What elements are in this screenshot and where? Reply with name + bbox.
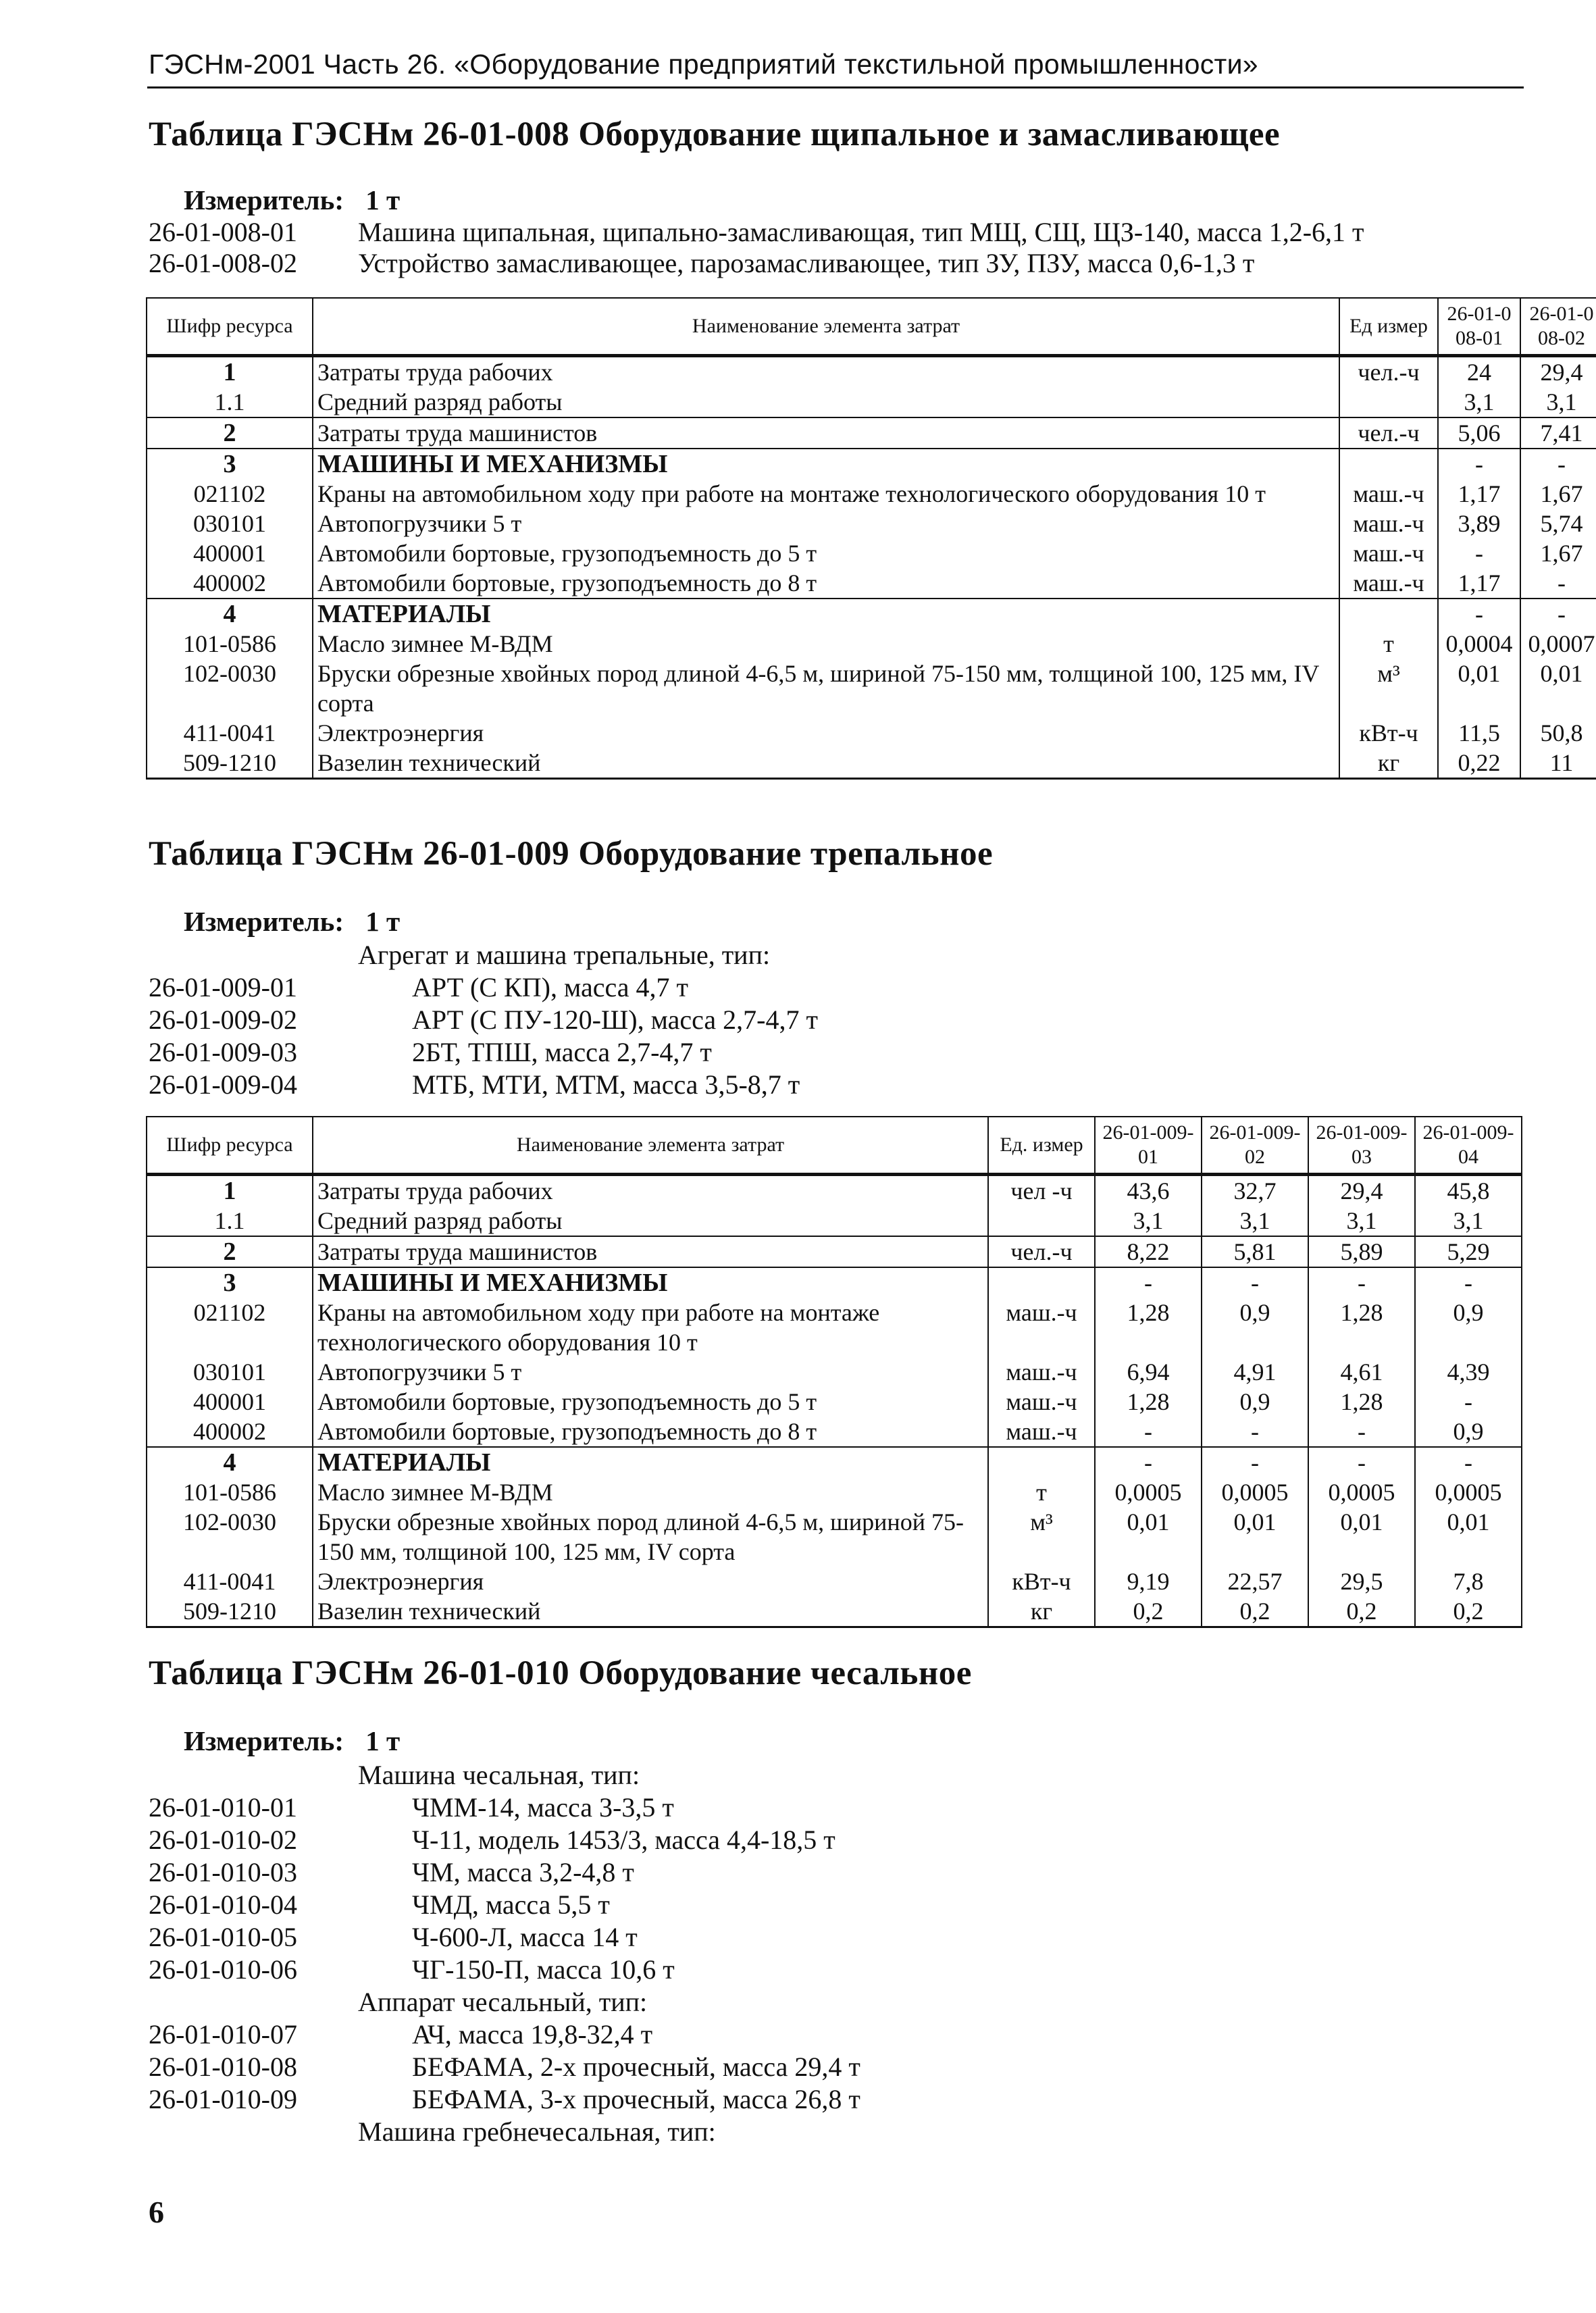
unit-cell: маш.-ч [1339,479,1438,509]
value-cell: 3,89 [1438,509,1520,538]
value-cell: 0,22 [1438,748,1520,779]
item-code: 26-01-010-01 [149,1792,297,1823]
col-header-unit: Ед. измер [988,1117,1095,1175]
element-name: Автомобили бортовые, грузоподъемность до 8 т [313,568,1339,599]
table-row [147,599,1596,629]
type-group-text: Машина чесальная, тип: [358,1760,640,1790]
resource-table-009 [146,1116,1522,1628]
element-name: Затраты труда рабочих [313,356,1339,388]
item-code: 26-01-010-04 [149,1889,297,1920]
resource-code: 400002 [147,1417,313,1447]
unit-cell [988,1447,1095,1477]
unit-cell: чел.-ч [988,1236,1095,1267]
value-cell: 0,2 [1095,1596,1202,1627]
resource-code: 3 [147,449,313,479]
unit-cell [988,1206,1095,1236]
resource-code: 1.1 [147,387,313,417]
table-row [147,479,1596,509]
element-name: Автопогрузчики 5 т [313,509,1339,538]
value-cell: - [1308,1267,1415,1298]
value-cell: 11 [1520,748,1596,779]
item-description: АРТ (С КП), масса 4,7 т [412,972,688,1002]
resource-code: 102-0030 [147,1507,313,1567]
value-cell: 0,0005 [1095,1477,1202,1507]
value-cell: 3,1 [1308,1206,1415,1236]
unit-cell: маш.-ч [988,1387,1095,1417]
item-code: 26-01-010-03 [149,1857,297,1887]
item-code: 26-01-009-03 [149,1037,297,1067]
value-cell: 0,01 [1415,1507,1522,1567]
value-cell: 22,57 [1202,1567,1308,1596]
unit-cell: маш.-ч [1339,568,1438,599]
item-code: 26-01-009-02 [149,1005,297,1035]
element-name: МАШИНЫ И МЕХАНИЗМЫ [313,449,1339,479]
element-name: Вазелин технический [313,748,1339,779]
table-row [147,449,1596,479]
value-cell: 0,0005 [1308,1477,1415,1507]
value-cell: 7,41 [1520,417,1596,449]
table-row [147,417,1596,449]
table-row [147,1596,1522,1627]
unit-cell: кВт-ч [988,1567,1095,1596]
resource-code: 509-1210 [147,1596,313,1627]
section-title-010: Таблица ГЭСНм 26-01-010 Оборудование чесальное [149,1654,972,1692]
unit-cell: т [1339,629,1438,659]
resource-code: 400001 [147,538,313,568]
unit-cell: маш.-ч [988,1298,1095,1357]
unit-cell: маш.-ч [1339,509,1438,538]
col-header-variant: 26-01-009-03 [1308,1117,1415,1175]
col-header-unit: Ед измер [1339,298,1438,356]
value-cell: - [1095,1417,1202,1447]
item-description: АЧ, масса 19,8-32,4 т [412,2019,653,2050]
table-header-row [147,1117,1522,1175]
element-name: Автомобили бортовые, грузоподъемность до 5 т [313,538,1339,568]
item-description: ЧМД, масса 5,5 т [412,1889,610,1920]
value-cell: 4,39 [1415,1357,1522,1387]
resource-code: 101-0586 [147,629,313,659]
table-row [147,538,1596,568]
item-description: МТБ, МТИ, МТМ, масса 3,5-8,7 т [412,1069,800,1100]
value-cell: 3,1 [1202,1206,1308,1236]
value-cell: 50,8 [1520,718,1596,748]
resource-table-008 [146,297,1596,780]
table-row [147,1357,1522,1387]
unit-cell: маш.-ч [988,1357,1095,1387]
value-cell: 45,8 [1415,1175,1522,1206]
item-code: 26-01-010-02 [149,1825,297,1855]
measure-value: 1 т [365,906,401,937]
value-cell: - [1520,449,1596,479]
element-name: Краны на автомобильном ходу при работе на монтаже технологического оборудования 10 т [313,479,1339,509]
section-title-008: Таблица ГЭСНм 26-01-008 Оборудование щипальное и замасливающее [149,116,1281,153]
value-cell: 0,9 [1202,1298,1308,1357]
unit-cell: м³ [988,1507,1095,1567]
unit-cell: чел.-ч [1339,417,1438,449]
item-code: 26-01-010-08 [149,2052,297,2082]
value-cell: - [1438,538,1520,568]
element-name: Автопогрузчики 5 т [313,1357,988,1387]
item-code: 26-01-010-07 [149,2019,297,2050]
element-name: Электроэнергия [313,1567,988,1596]
value-cell: 0,0004 [1438,629,1520,659]
running-header: ГЭСНм-2001 Часть 26. «Оборудование предприятий текстильной промышленности» [149,49,1258,80]
table-header-row [147,298,1596,356]
value-cell: - [1095,1447,1202,1477]
resource-code: 411-0041 [147,718,313,748]
value-cell: 3,1 [1520,387,1596,417]
value-cell: - [1438,449,1520,479]
element-name: Затраты труда рабочих [313,1175,988,1206]
unit-cell: кг [988,1596,1095,1627]
resource-code: 021102 [147,1298,313,1357]
value-cell: 6,94 [1095,1357,1202,1387]
col-header-variant: 26-01-009-02 [1202,1117,1308,1175]
item-code: 26-01-008-01 [149,217,297,247]
table-row [147,568,1596,599]
resource-code: 400001 [147,1387,313,1417]
item-description: БЕФАМА, 2-х прочесный, масса 29,4 т [412,2052,860,2082]
unit-cell: чел.-ч [1339,356,1438,388]
col-header-resource: Шифр ресурса [147,298,313,356]
table-row [147,1477,1522,1507]
value-cell: - [1308,1447,1415,1477]
value-cell: 0,9 [1415,1417,1522,1447]
value-cell: 29,4 [1520,356,1596,388]
value-cell: 0,2 [1415,1596,1522,1627]
col-header-variant: 26-01-008-01 [1438,298,1520,356]
value-cell: 4,91 [1202,1357,1308,1387]
element-name: Затраты труда машинистов [313,1236,988,1267]
item-code: 26-01-009-04 [149,1069,297,1100]
value-cell: - [1520,568,1596,599]
value-cell: 5,89 [1308,1236,1415,1267]
element-name: Электроэнергия [313,718,1339,748]
unit-cell: маш.-ч [1339,538,1438,568]
value-cell: 29,4 [1308,1175,1415,1206]
col-header-variant: 26-01-009-04 [1415,1117,1522,1175]
value-cell: 4,61 [1308,1357,1415,1387]
unit-cell: кВт-ч [1339,718,1438,748]
item-description: ЧМ, масса 3,2-4,8 т [412,1857,634,1887]
item-code: 26-01-010-06 [149,1954,297,1985]
element-name: Бруски обрезные хвойных пород длиной 4-6,5 м, шириной 75-150 мм, толщиной 100, 125 мм, IV сорта [313,1507,988,1567]
measure-label: Измеритель: [184,906,344,937]
value-cell: 24 [1438,356,1520,388]
resource-code: 3 [147,1267,313,1298]
resource-code: 400002 [147,568,313,599]
resource-code: 1 [147,356,313,388]
table-row [147,1447,1522,1477]
element-name: Затраты труда машинистов [313,417,1339,449]
value-cell: - [1415,1267,1522,1298]
resource-code: 1 [147,1175,313,1206]
item-description: Ч-600-Л, масса 14 т [412,1922,638,1952]
value-cell: 0,01 [1308,1507,1415,1567]
value-cell: - [1202,1267,1308,1298]
page-number: 6 [149,2195,164,2229]
element-name: МАШИНЫ И МЕХАНИЗМЫ [313,1267,988,1298]
value-cell: 0,01 [1202,1507,1308,1567]
value-cell: 1,67 [1520,479,1596,509]
table-row [147,1298,1522,1357]
resource-code: 4 [147,599,313,629]
element-name: МАТЕРИАЛЫ [313,599,1339,629]
value-cell: 0,0007 [1520,629,1596,659]
value-cell: 1,17 [1438,479,1520,509]
item-description: Устройство замасливающее, парозамасливающее, тип ЗУ, ПЗУ, масса 0,6-1,3 т [358,248,1255,278]
table-row [147,387,1596,417]
value-cell: 32,7 [1202,1175,1308,1206]
table-row [147,1567,1522,1596]
resource-code: 102-0030 [147,659,313,718]
value-cell: 5,74 [1520,509,1596,538]
measure-line-010 [184,1725,400,1757]
value-cell: - [1308,1417,1415,1447]
header-rule [147,86,1524,88]
resource-code: 2 [147,417,313,449]
unit-cell: чел -ч [988,1175,1095,1206]
element-name: Средний разряд работы [313,1206,988,1236]
measure-line-008 [184,184,400,216]
resource-code: 509-1210 [147,748,313,779]
unit-cell: т [988,1477,1095,1507]
value-cell: - [1415,1447,1522,1477]
table-row [147,718,1596,748]
table-row [147,1206,1522,1236]
col-header-variant: 26-01-008-02 [1520,298,1596,356]
value-cell: - [1095,1267,1202,1298]
value-cell: 5,81 [1202,1236,1308,1267]
table-row [147,1387,1522,1417]
item-description: Ч-11, модель 1453/3, масса 4,4-18,5 т [412,1825,835,1855]
unit-cell [988,1267,1095,1298]
measure-value: 1 т [365,1725,401,1756]
value-cell: - [1415,1387,1522,1417]
resource-code: 021102 [147,479,313,509]
value-cell: - [1202,1447,1308,1477]
measure-label: Измеритель: [184,1725,344,1756]
element-name: Масло зимнее М-ВДМ [313,629,1339,659]
unit-cell: м³ [1339,659,1438,718]
element-name: МАТЕРИАЛЫ [313,1447,988,1477]
value-cell: - [1438,599,1520,629]
value-cell: 8,22 [1095,1236,1202,1267]
element-name: Вазелин технический [313,1596,988,1627]
value-cell: 0,01 [1520,659,1596,718]
unit-cell [1339,387,1438,417]
value-cell: 11,5 [1438,718,1520,748]
section-title-009: Таблица ГЭСНм 26-01-009 Оборудование трепальное [149,835,994,873]
item-description: БЕФАМА, 3-х прочесный, масса 26,8 т [412,2084,860,2114]
resource-code: 1.1 [147,1206,313,1236]
measure-value: 1 т [365,184,401,215]
item-description: ЧММ-14, масса 3-3,5 т [412,1792,674,1823]
value-cell: 0,2 [1202,1596,1308,1627]
unit-cell [1339,449,1438,479]
item-code: 26-01-010-09 [149,2084,297,2114]
value-cell: 9,19 [1095,1567,1202,1596]
value-cell: 1,28 [1095,1387,1202,1417]
value-cell: 1,17 [1438,568,1520,599]
table-row [147,1417,1522,1447]
resource-code: 030101 [147,1357,313,1387]
table-row [147,659,1596,718]
value-cell: 29,5 [1308,1567,1415,1596]
col-header-variant: 26-01-009-01 [1095,1117,1202,1175]
value-cell: 0,2 [1308,1596,1415,1627]
unit-cell [1339,599,1438,629]
item-description: ЧГ-150-П, масса 10,6 т [412,1954,675,1985]
table-row [147,509,1596,538]
item-code: 26-01-009-01 [149,972,297,1002]
unit-cell: кг [1339,748,1438,779]
col-header-element: Наименование элемента затрат [313,1117,988,1175]
value-cell: 43,6 [1095,1175,1202,1206]
measure-label: Измеритель: [184,184,344,215]
value-cell: 5,29 [1415,1236,1522,1267]
table-row [147,1175,1522,1206]
element-name: Автомобили бортовые, грузоподъемность до 8 т [313,1417,988,1447]
item-code: 26-01-010-05 [149,1922,297,1952]
resource-code: 101-0586 [147,1477,313,1507]
element-name: Масло зимнее М-ВДМ [313,1477,988,1507]
value-cell: 5,06 [1438,417,1520,449]
type-group-text: Аппарат чесальный, тип: [358,1987,648,2017]
value-cell: 1,28 [1095,1298,1202,1357]
value-cell: 0,01 [1095,1507,1202,1567]
unit-cell: маш.-ч [988,1417,1095,1447]
value-cell: 1,28 [1308,1387,1415,1417]
value-cell: 0,0005 [1415,1477,1522,1507]
value-cell: 7,8 [1415,1567,1522,1596]
value-cell: 0,01 [1438,659,1520,718]
type-group-text: Агрегат и машина трепальные, тип: [358,940,771,970]
col-header-element: Наименование элемента затрат [313,298,1339,356]
table-row [147,1267,1522,1298]
element-name: Бруски обрезные хвойных пород длиной 4-6,5 м, шириной 75-150 мм, толщиной 100, 125 мм, IV сорта [313,659,1339,718]
resource-code: 411-0041 [147,1567,313,1596]
element-name: Автомобили бортовые, грузоподъемность до 5 т [313,1387,988,1417]
value-cell: 3,1 [1095,1206,1202,1236]
table-row [147,1236,1522,1267]
type-group-text: Машина гребнечесальная, тип: [358,2116,716,2147]
resource-code: 030101 [147,509,313,538]
table-row [147,748,1596,779]
table-row [147,1507,1522,1567]
measure-line-009 [184,905,400,938]
table-row [147,629,1596,659]
value-cell: 0,9 [1202,1387,1308,1417]
resource-code: 2 [147,1236,313,1267]
value-cell: 3,1 [1438,387,1520,417]
col-header-resource: Шифр ресурса [147,1117,313,1175]
value-cell: 0,9 [1415,1298,1522,1357]
item-description: АРТ (С ПУ-120-Ш), масса 2,7-4,7 т [412,1005,818,1035]
resource-code: 4 [147,1447,313,1477]
value-cell: 0,0005 [1202,1477,1308,1507]
item-description: Машина щипальная, щипально-замасливающая, тип МЩ, СЩ, ЩЗ-140, масса 1,2-6,1 т [358,217,1364,247]
item-description: 2БТ, ТПШ, масса 2,7-4,7 т [412,1037,712,1067]
element-name: Средний разряд работы [313,387,1339,417]
value-cell: 1,67 [1520,538,1596,568]
value-cell: 3,1 [1415,1206,1522,1236]
value-cell: - [1202,1417,1308,1447]
value-cell: - [1520,599,1596,629]
table-row [147,356,1596,388]
value-cell: 1,28 [1308,1298,1415,1357]
item-code: 26-01-008-02 [149,248,297,278]
element-name: Краны на автомобильном ходу при работе на монтаже технологического оборудования 10 т [313,1298,988,1357]
